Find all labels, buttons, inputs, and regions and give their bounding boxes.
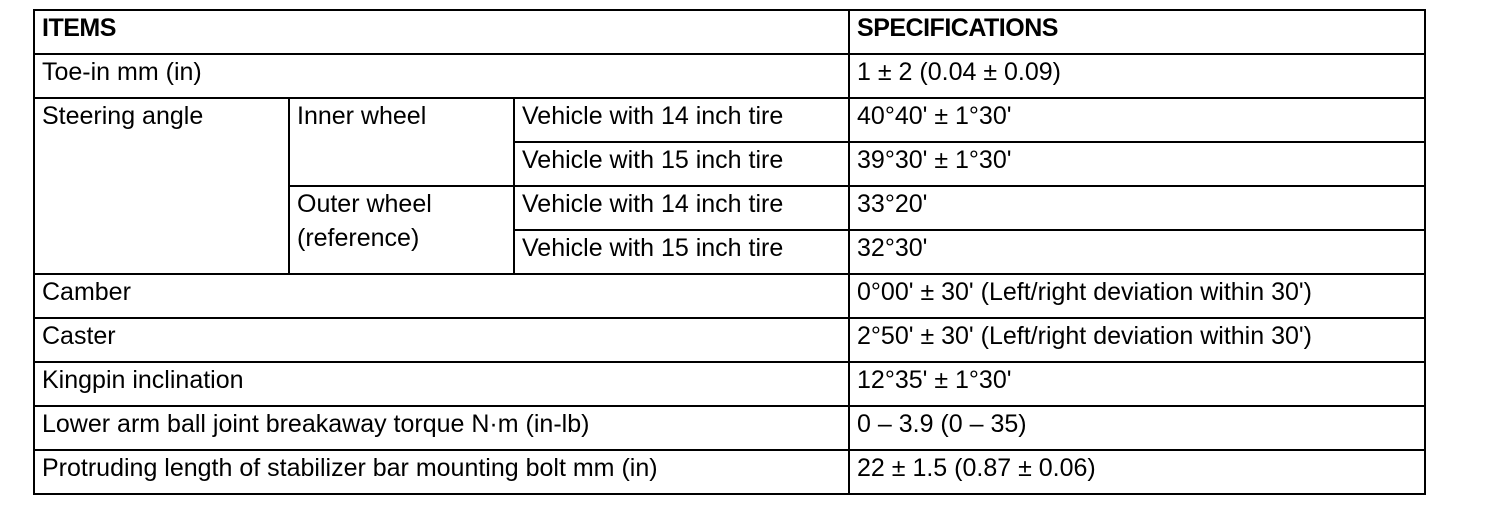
stabilizer-label: Protruding length of stabilizer bar mounting bolt mm (in) [34,450,849,494]
table-row [34,450,1425,494]
items-header: ITEMS [34,10,849,54]
kingpin-label: Kingpin inclination [34,362,849,406]
outer-tire-14-label: Vehicle with 14 inch tire [514,186,849,230]
camber-spec: 0°00' ± 30' (Left/right deviation within 30') [849,274,1425,318]
steering-angle-label: Steering angle [34,98,289,274]
inner-tire-15-label: Vehicle with 15 inch tire [514,142,849,186]
camber-label: Camber [34,274,849,318]
table-row [34,274,1425,318]
specifications-header: SPECIFICATIONS [849,10,1425,54]
stabilizer-spec: 22 ± 1.5 (0.87 ± 0.06) [849,450,1425,494]
kingpin-spec: 12°35' ± 1°30' [849,362,1425,406]
inner-tire-14-label: Vehicle with 14 inch tire [514,98,849,142]
table-row [34,54,1425,98]
table-row [34,98,1425,142]
table-row [34,362,1425,406]
ball-joint-label: Lower arm ball joint breakaway torque N·m (in-lb) [34,406,849,450]
header-row [34,10,1425,54]
outer-tire-15-spec: 32°30' [849,230,1425,274]
inner-wheel-label: Inner wheel [289,98,514,186]
toe-in-spec: 1 ± 2 (0.04 ± 0.09) [849,54,1425,98]
table-row [34,406,1425,450]
outer-wheel-label: Outer wheel (reference) [289,186,514,274]
caster-label: Caster [34,318,849,362]
ball-joint-spec: 0 – 3.9 (0 – 35) [849,406,1425,450]
inner-tire-15-spec: 39°30' ± 1°30' [849,142,1425,186]
inner-tire-14-spec: 40°40' ± 1°30' [849,98,1425,142]
specifications-table [33,9,1426,495]
outer-tire-14-spec: 33°20' [849,186,1425,230]
outer-tire-15-label: Vehicle with 15 inch tire [514,230,849,274]
table-row [34,318,1425,362]
caster-spec: 2°50' ± 30' (Left/right deviation within 30') [849,318,1425,362]
toe-in-label: Toe-in mm (in) [34,54,849,98]
